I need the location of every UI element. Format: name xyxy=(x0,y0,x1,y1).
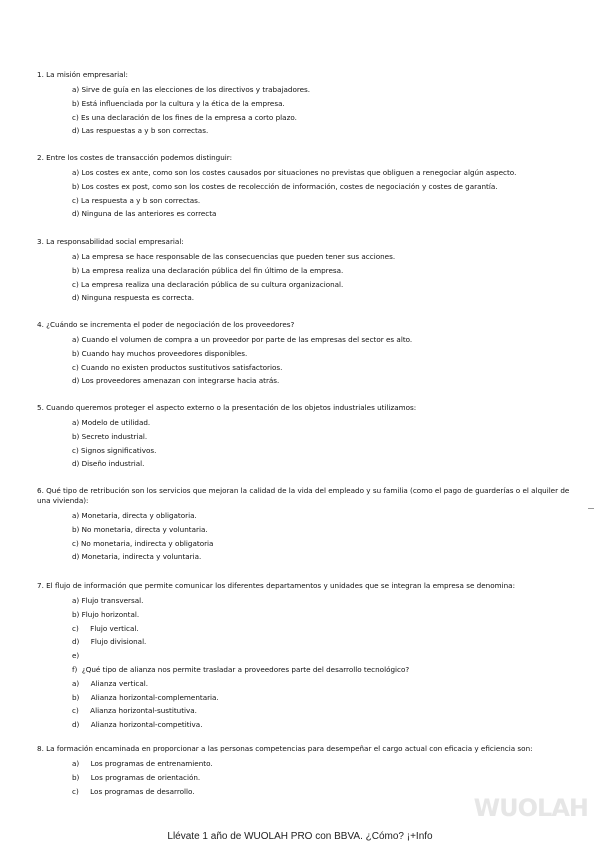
option: c) Signos significativos. xyxy=(72,445,157,455)
question-7 xyxy=(37,580,577,732)
option: a) Monetaria, directa y obligatoria. xyxy=(72,511,197,520)
option: f) ¿Qué tipo de alianza nos permite trasladar a proveedores parte del desarrollo tecnológico? xyxy=(72,664,410,674)
question-title: 3. La responsabilidad social empresarial: xyxy=(37,237,184,246)
question-title: 1. La misión empresarial: xyxy=(37,70,128,79)
option: b) Los programas de orientación. xyxy=(72,772,201,782)
question-title: 4. ¿Cuándo se incrementa el poder de negociación de los proveedores? xyxy=(37,320,295,329)
option: c) No monetaria, indirecta y obligatoria xyxy=(72,538,214,548)
option: d) Flujo divisional. xyxy=(72,637,147,647)
question-3 xyxy=(37,236,577,305)
option: a) Flujo transversal. xyxy=(72,596,144,605)
option: b) Está influenciada por la cultura y la ética de la empresa. xyxy=(72,98,285,108)
option: b) No monetaria, directa y voluntaria. xyxy=(72,524,208,534)
footer-promo xyxy=(0,831,600,842)
option: c) Es una declaración de los fines de la empresa a corto plazo. xyxy=(72,112,297,122)
option: c) Alianza horizontal-sustitutiva. xyxy=(72,706,197,716)
option: c) La empresa realiza una declaración pública de su cultura organizacional. xyxy=(72,279,344,289)
option: d) Monetaria, indirecta y voluntaria. xyxy=(72,552,202,562)
option: b) Alianza horizontal-complementaria. xyxy=(72,692,219,702)
question-4 xyxy=(37,319,577,388)
option: d) Las respuestas a y b son correctas. xyxy=(72,126,209,136)
option: d) Diseño industrial. xyxy=(72,459,145,469)
option: a) Alianza vertical. xyxy=(72,678,149,688)
option: c) Flujo vertical. xyxy=(72,623,139,633)
option: b) Secreto industrial. xyxy=(72,431,148,441)
question-title: 6. Qué tipo de retribución son los servicios que mejoran la calidad de la vida del empleado y su familia (como el pago de guarderías o el alquiler de una vivienda): xyxy=(37,486,570,505)
option: e) xyxy=(72,651,80,661)
option: a) Los costes ex ante, como son los costes causados por situaciones no previstas que obliguen a renegociar algún aspecto. xyxy=(72,168,517,177)
wuolah-watermark: WUOLAH xyxy=(473,794,588,822)
option: b) Cuando hay muchos proveedores disponibles. xyxy=(72,348,248,358)
option: a) Cuando el volumen de compra a un proveedor por parte de las empresas del sector es alto. xyxy=(72,335,413,344)
question-8 xyxy=(37,743,577,798)
option: d) Los proveedores amenazan con integrarse hacia atrás. xyxy=(72,376,280,386)
question-title: 7. El flujo de información que permite comunicar los diferentes departamentos y unidades que se integran la empresa se denomina: xyxy=(37,581,515,590)
question-title: 5. Cuando queremos proteger el aspecto externo o la presentación de los objetos industriales utilizamos: xyxy=(37,403,417,412)
option: a) Sirve de guía en las elecciones de los directivos y trabajadores. xyxy=(72,85,311,94)
option: a) Los programas de entrenamiento. xyxy=(72,759,213,768)
question-title: 2. Entre los costes de transacción podemos distinguir: xyxy=(37,153,233,162)
option: c) Cuando no existen productos sustitutivos satisfactorios. xyxy=(72,362,283,372)
question-2 xyxy=(37,152,577,221)
question-6 xyxy=(37,486,577,564)
question-title: 8. La formación encaminada en proporcionar a las personas competencias para desempeñar el cargo actual con eficacia y eficiencia son: xyxy=(37,744,533,753)
option: c) Los programas de desarrollo. xyxy=(72,786,195,796)
option: b) Flujo horizontal. xyxy=(72,609,140,619)
option: a) Modelo de utilidad. xyxy=(72,418,151,427)
question-5 xyxy=(37,402,577,471)
option: a) La empresa se hace responsable de las consecuencias que pueden tener sus acciones. xyxy=(72,252,396,261)
option: d) Alianza horizontal-competitiva. xyxy=(72,720,203,730)
option: d) Ninguna respuesta es correcta. xyxy=(72,293,195,303)
option: b) Los costes ex post, como son los costes de recolección de información, costes de negociación y costes de garantía. xyxy=(72,181,498,191)
footer-promo-link[interactable]: Llévate 1 año de WUOLAH PRO con BBVA. ¿Cómo? ¡+Info xyxy=(167,831,433,842)
option: d) Ninguna de las anteriores es correcta xyxy=(72,209,217,219)
option: c) La respuesta a y b son correctas. xyxy=(72,195,201,205)
option: b) La empresa realiza una declaración pública del fin último de la empresa. xyxy=(72,265,344,275)
question-1 xyxy=(37,69,577,138)
margin-mark xyxy=(588,508,594,509)
